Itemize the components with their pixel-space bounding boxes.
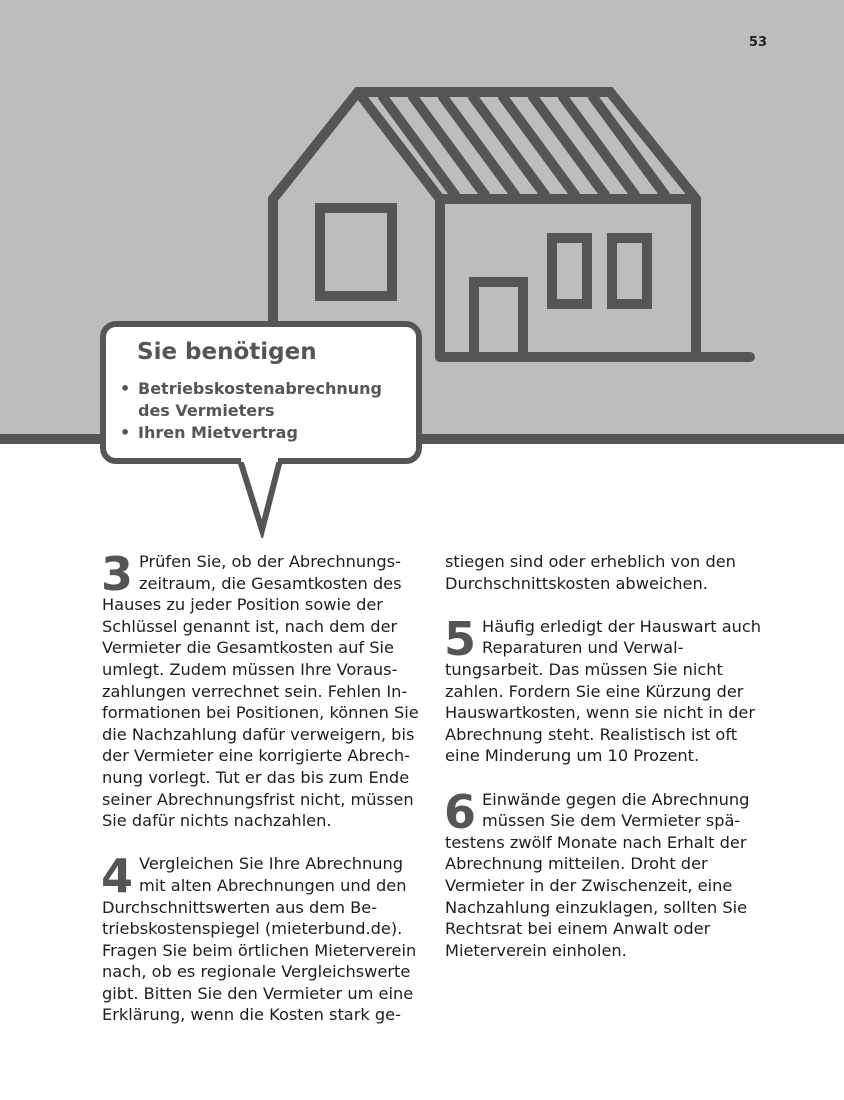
text-column-right	[445, 551, 770, 983]
step-text: Vergleichen Sie Ihre Abrechnung mit alten Abrechnungen und den Durchschnittswerten aus dem Betriebskostenspiegel (mieterbund.de). Fragen Sie beim örtlichen Mieterverein nach, ob es regionale Vergleichswerte gibt. Bitten Sie den Vermieter um eine Erklärung, wenn die Kosten stark ge-	[102, 854, 417, 1025]
callout-item: • Ihren Mietvertrag	[120, 422, 398, 444]
step-text: Einwände gegen die Abrechnung müssen Sie dem Vermieter spätestens zwölf Monate nach Erhalt der Abrechnung mitteilen. Droht der Vermieter in der Zwischenzeit, eine Nachzahlung einzuklagen, sollten Sie Rechtsrat bei einem Anwalt oder Mieterverein einholen.	[445, 789, 750, 960]
step-text: Prüfen Sie, ob der Abrechnungszeitraum, die Gesamtkosten des Hauses zu jeder Position sowie der Schlüssel genannt ist, nach dem der Vermieter die Gesamtkosten auf Sie umlegt. Zudem müssen Ihre Vorauszahlungen verrechnet sein. Fehlen Informationen bei Positionen, können Sie die Nachzahlung dafür verweigern, bis der Vermieter eine korrigierte Abrechnung vorlegt. Tut er das bis zum Ende seiner Abrechnungsfrist nicht, müssen Sie dafür nichts nachzahlen.	[102, 552, 419, 831]
callout-list	[120, 378, 398, 444]
step-number: 5	[444, 611, 477, 666]
step-number: 4	[101, 849, 134, 904]
callout-item: • Betriebskostenabrechnung des Vermieters	[120, 378, 398, 422]
requirements-callout	[100, 321, 422, 464]
text-column-left	[101, 547, 427, 1048]
page-number: 53	[748, 35, 767, 50]
step-paragraph	[101, 849, 427, 1026]
step-number: 3	[101, 547, 134, 601]
step-paragraph	[101, 547, 427, 832]
step-text: Häufig erledigt der Hauswart auch Reparaturen und Verwaltungsarbeit. Das müssen Sie nicht zahlen. Fordern Sie eine Kürzung der Hauswartkosten, wenn sie nicht in der Abrechnung steht. Realistisch ist oft eine Minderung um 10 Prozent.	[445, 616, 762, 766]
step-number: 6	[444, 784, 477, 839]
step-continuation: stiegen sind oder erheblich von den Durchschnittskosten abweichen.	[445, 552, 736, 593]
callout-pointer	[228, 458, 298, 538]
callout-title: Sie benötigen	[137, 339, 317, 365]
step-paragraph	[444, 611, 770, 767]
step-paragraph	[444, 784, 770, 962]
